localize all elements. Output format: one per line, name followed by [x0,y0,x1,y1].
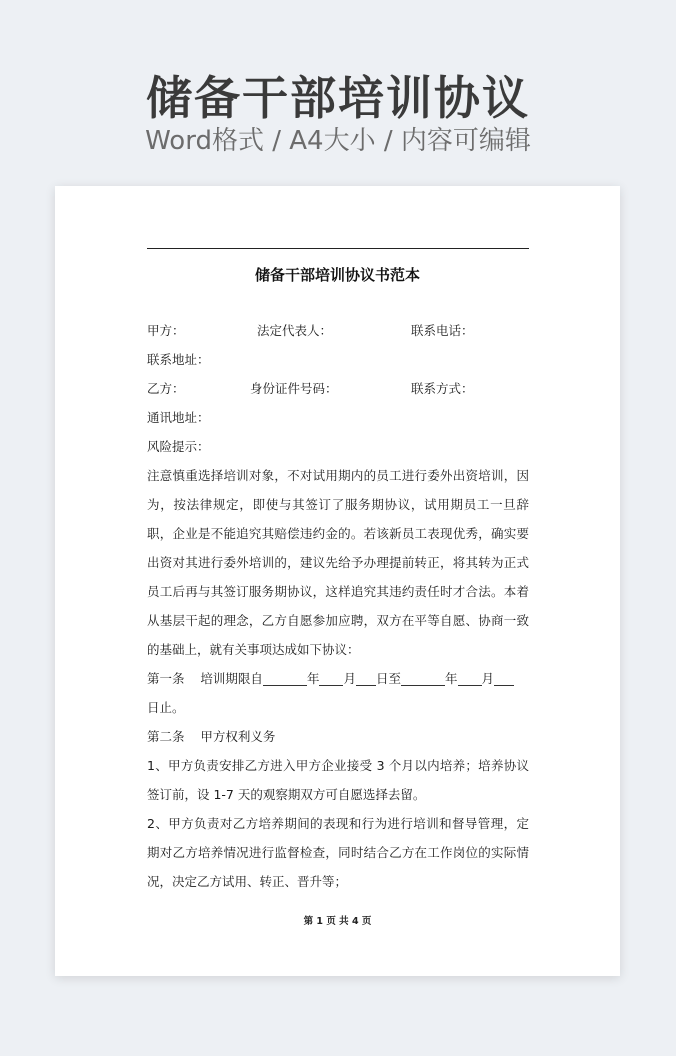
article-2-title: 甲方权利义务 [200,729,276,744]
article-1-line [147,664,529,693]
document-page [55,186,620,976]
day-blank-2 [494,670,514,686]
banner-subtitle: Word格式 / A4大小 / 内容可编辑 [145,126,531,156]
clause-2: 2、甲方负责对乙方培养期间的表现和行为进行培训和督导管理，定期对乙方培养情况进行监督检查，同时结合乙方在工作岗位的实际情况，决定乙方试用、转正、晋升等； [147,816,529,889]
article-2-label: 第二条 [147,729,185,744]
article-1-title: 培训期限自 [200,671,263,686]
day-label-1: 日至 [375,671,401,686]
year-blank-1 [263,670,307,686]
article-1-label: 第一条 [147,671,185,686]
phone-label: 联系电话： [411,323,474,338]
day-blank-1 [356,670,376,686]
header-rule [147,248,529,249]
month-label-2: 月 [481,671,495,686]
risk-paragraph: 注意慎重选择培训对象，不对试用期内的员工进行委外出资培训，因为，按法律规定，即使与其签订了服务期协议，试用期员工一旦辞职，企业是不能追究其赔偿违约金的。若该新员工表现优秀，确实要出资对其进行委外培训的，建议先给予办理提前转正，将其转为正式员工后再与其签订服务期协议，这样追究其违约责任时才合法。本着从基层干起的理念，乙方自愿参加应聘，双方在平等自愿、协商一致的基础上，就有关事项达成如下协议： [147,468,529,657]
clause-1: 1、甲方负责安排乙方进入甲方企业接受 3 个月以内培养；培养协议签订前，设 1-7 天的观察期双方可自愿选择去留。 [147,758,529,802]
month-blank-2 [458,670,482,686]
contact-method-label: 联系方式： [411,381,474,396]
risk-heading: 风险提示： [147,439,210,454]
party-b-row [147,374,529,403]
party-b-label: 乙方： [147,381,185,396]
party-a-label: 甲方： [147,323,185,338]
id-number-label: 身份证件号码： [250,381,338,396]
year-label-1: 年 [306,671,320,686]
contact-address-label: 联系地址： [147,352,210,367]
article-1-end: 日止。 [147,700,185,715]
mail-address-label: 通讯地址： [147,410,210,425]
month-label-1: 月 [343,671,356,686]
document-body [147,316,529,896]
legal-rep-label: 法定代表人： [257,323,333,338]
year-label-2: 年 [444,671,458,686]
document-title: 储备干部培训协议书范本 [254,266,420,284]
page-footer: 第 1 页 共 4 页 [303,916,372,927]
month-blank-1 [319,670,343,686]
year-blank-2 [401,670,445,686]
banner-title: 储备干部培训协议 [146,71,530,125]
party-a-row [147,316,529,345]
article-2-line [147,722,529,751]
